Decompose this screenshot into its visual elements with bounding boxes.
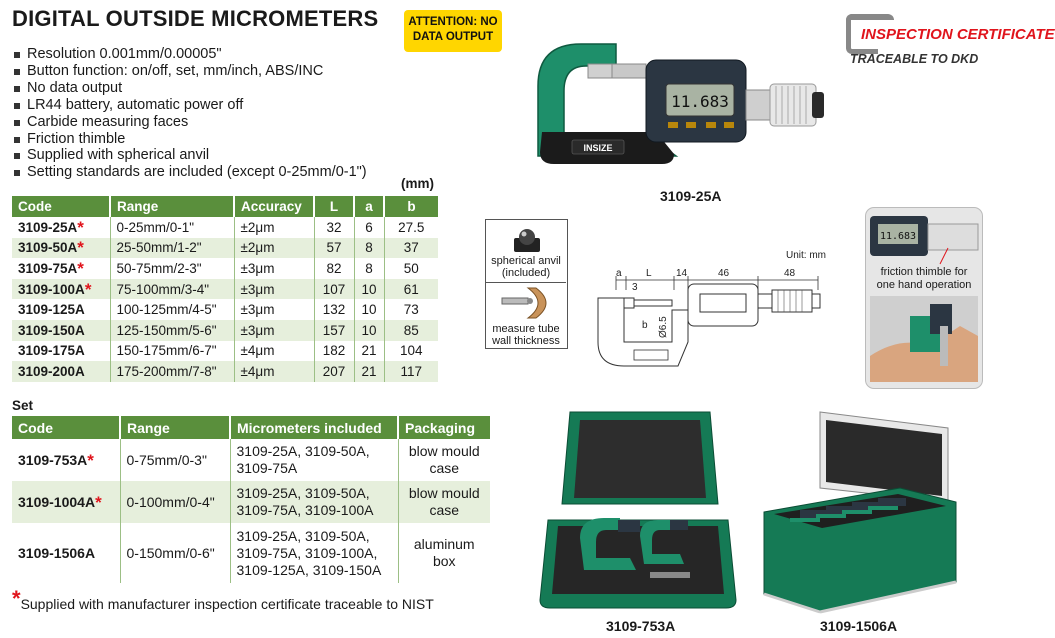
b-cell: 27.5 bbox=[398, 219, 425, 235]
accuracy-cell: ±3μm bbox=[234, 279, 314, 300]
code-cell: 3109-75A* bbox=[12, 258, 110, 279]
range-cell: 175-200mm/7-8" bbox=[110, 361, 234, 382]
code-cell: 3109-175A bbox=[12, 341, 110, 362]
footnote-text: Supplied with manufacturer inspection certificate traceable to NIST bbox=[20, 596, 434, 612]
inspection-certificate-logo bbox=[846, 14, 1055, 70]
micrometer-image bbox=[526, 36, 826, 186]
header-range: Range bbox=[110, 196, 234, 217]
included-cell: 3109-25A, 3109-50A, 3109-75A, 3109-100A, 3109-125A, 3109-150A bbox=[230, 523, 398, 583]
l-cell: 107 bbox=[314, 279, 354, 300]
a-cell: 21 bbox=[354, 361, 384, 382]
thimble-closeup-image bbox=[870, 212, 978, 264]
b-cell: 73 bbox=[403, 302, 419, 318]
set-1506a-image bbox=[760, 406, 956, 614]
b-cell: 85 bbox=[384, 320, 438, 341]
set-753a-caption: 3109-753A bbox=[606, 618, 676, 634]
set-heading: Set bbox=[12, 398, 34, 413]
display-reading: 11.683 bbox=[671, 92, 729, 111]
l-cell: 32 bbox=[314, 217, 354, 238]
small-display-reading: 11.683 bbox=[879, 231, 917, 242]
range-cell: 100-125mm/4-5" bbox=[110, 299, 234, 320]
feature-item: Carbide measuring faces bbox=[14, 114, 367, 131]
b-cell: 37 bbox=[384, 238, 438, 259]
packaging-cell: blow mould case bbox=[398, 481, 490, 523]
table-row bbox=[12, 258, 438, 279]
l-cell: 57 bbox=[314, 238, 354, 259]
certificate-subtitle: TRACEABLE TO DKD bbox=[850, 52, 979, 66]
header-accuracy: Accuracy bbox=[234, 196, 314, 217]
l-cell: 182 bbox=[314, 341, 354, 362]
certificate-title: INSPECTION CERTIFICATE bbox=[861, 26, 1055, 43]
spec-table bbox=[12, 196, 438, 382]
table-row bbox=[12, 299, 438, 320]
dim-14: 14 bbox=[676, 268, 688, 279]
range-cell: 125-150mm/5-6" bbox=[110, 320, 234, 341]
table-row bbox=[12, 341, 438, 362]
brand-text: INSIZE bbox=[583, 143, 613, 153]
thimble-label: friction thimble for one hand operation bbox=[876, 266, 972, 291]
b-cell: 50 bbox=[403, 260, 419, 276]
spherical-anvil-icon bbox=[508, 226, 546, 254]
a-cell: 10 bbox=[354, 299, 384, 320]
table-row bbox=[12, 238, 438, 259]
code-cell: 3109-50A* bbox=[12, 238, 110, 259]
b-cell: 117 bbox=[384, 361, 438, 382]
hand-operation-image bbox=[870, 296, 978, 382]
range-cell: 0-100mm/0-4" bbox=[120, 481, 230, 523]
set-1506a-caption: 3109-1506A bbox=[820, 618, 898, 634]
range-cell: 25-50mm/1-2" bbox=[110, 238, 234, 259]
table-row bbox=[12, 279, 438, 300]
attention-badge bbox=[404, 10, 502, 52]
packaging-cell: blow mould case bbox=[408, 443, 480, 476]
dimension-diagram bbox=[580, 246, 842, 376]
header-b: b bbox=[384, 196, 438, 217]
header-a: a bbox=[354, 196, 384, 217]
dim-3: 3 bbox=[632, 282, 638, 293]
dim-b: b bbox=[642, 320, 648, 331]
table-row bbox=[12, 439, 490, 481]
star-mark: * bbox=[87, 450, 94, 470]
feature-item: Setting standards are included (except 0-25mm/0-1") bbox=[14, 164, 367, 181]
certificate-frame-top bbox=[846, 14, 894, 20]
code-cell: 3109-150A bbox=[12, 320, 110, 341]
accuracy-cell: ±4μm bbox=[234, 361, 314, 382]
feature-item: Supplied with spherical anvil bbox=[14, 147, 367, 164]
range-cell: 75-100mm/3-4" bbox=[110, 279, 234, 300]
b-cell: 104 bbox=[399, 343, 423, 359]
header-range: Range bbox=[120, 416, 230, 439]
anvil-label: spherical anvil (included) bbox=[491, 255, 561, 279]
dim-a: a bbox=[616, 268, 622, 279]
attention-line-1: ATTENTION: NO bbox=[408, 16, 498, 28]
l-cell: 82 bbox=[314, 258, 354, 279]
accuracy-cell: ±2μm bbox=[234, 217, 314, 238]
star-mark: * bbox=[84, 279, 92, 299]
star-mark: * bbox=[12, 586, 21, 611]
footnote bbox=[12, 586, 434, 612]
accuracy-cell: ±3μm bbox=[234, 299, 314, 320]
accuracy-cell: ±3μm bbox=[234, 258, 314, 279]
code-cell: 3109-100A* bbox=[12, 279, 110, 300]
attention-line-2: DATA OUTPUT bbox=[412, 31, 494, 43]
accuracy-cell: ±4μm bbox=[234, 341, 314, 362]
feature-item: Resolution 0.001mm/0.00005" bbox=[14, 46, 367, 63]
code-cell: 3109-1004A* bbox=[12, 481, 120, 523]
table-row bbox=[12, 523, 490, 583]
spec-header-row bbox=[12, 196, 438, 217]
set-753a-image bbox=[540, 408, 736, 614]
range-cell: 0-150mm/0-6" bbox=[120, 523, 230, 583]
included-cell: 3109-25A, 3109-50A, 3109-75A, 3109-100A bbox=[230, 481, 398, 523]
code-cell: 3109-1506A bbox=[12, 523, 120, 583]
feature-list bbox=[14, 46, 367, 181]
feature-item: No data output bbox=[14, 80, 367, 97]
accuracy-cell: ±2μm bbox=[234, 238, 314, 259]
a-cell: 10 bbox=[354, 279, 384, 300]
table-row bbox=[12, 320, 438, 341]
star-mark: * bbox=[95, 492, 102, 512]
a-cell: 6 bbox=[354, 217, 384, 238]
included-cell: 3109-25A, 3109-50A, 3109-75A bbox=[230, 439, 398, 481]
range-cell: 150-175mm/6-7" bbox=[110, 341, 234, 362]
header-code: Code bbox=[12, 196, 110, 217]
code-cell: 3109-753A* bbox=[12, 439, 120, 481]
table-row bbox=[12, 361, 438, 382]
set-table bbox=[12, 416, 490, 583]
header-included: Micrometers included bbox=[230, 416, 398, 439]
range-cell: 50-75mm/2-3" bbox=[110, 258, 234, 279]
star-mark: * bbox=[77, 258, 84, 278]
code-cell: 3109-125A bbox=[12, 299, 110, 320]
friction-thimble-photo bbox=[866, 208, 982, 388]
dim-l: L bbox=[646, 268, 652, 279]
star-mark: * bbox=[77, 238, 84, 258]
feature-item: Friction thimble bbox=[14, 131, 367, 148]
l-cell: 157 bbox=[314, 320, 354, 341]
header-code: Code bbox=[12, 416, 120, 439]
dim-diameter: Ø6.5 bbox=[658, 316, 669, 338]
header-packaging: Packaging bbox=[398, 416, 490, 439]
header-l: L bbox=[314, 196, 354, 217]
page-title: DIGITAL OUTSIDE MICROMETERS bbox=[12, 6, 379, 31]
l-cell: 132 bbox=[314, 299, 354, 320]
range-cell: 0-25mm/0-1" bbox=[110, 217, 234, 238]
unit-label: (mm) bbox=[401, 176, 434, 191]
tube-measure-icon bbox=[498, 286, 556, 320]
dim-46: 46 bbox=[718, 268, 730, 279]
code-cell: 3109-25A* bbox=[12, 217, 110, 238]
code-cell: 3109-200A bbox=[12, 361, 110, 382]
dim-48: 48 bbox=[784, 268, 796, 279]
feature-item: Button function: on/off, set, mm/inch, ABS/INC bbox=[14, 63, 367, 80]
range-cell: 0-75mm/0-3" bbox=[120, 439, 230, 481]
set-header-row bbox=[12, 416, 490, 439]
anvil-inset bbox=[485, 219, 568, 349]
a-cell: 10 bbox=[354, 320, 384, 341]
l-cell: 207 bbox=[314, 361, 354, 382]
tube-label: measure tube wall thickness bbox=[492, 323, 560, 347]
a-cell: 8 bbox=[354, 238, 384, 259]
accuracy-cell: ±3μm bbox=[234, 320, 314, 341]
feature-item: LR44 battery, automatic power off bbox=[14, 97, 367, 114]
b-cell: 61 bbox=[384, 279, 438, 300]
a-cell: 21 bbox=[354, 341, 384, 362]
main-product-caption: 3109-25A bbox=[660, 188, 722, 204]
unit-text: Unit: mm bbox=[786, 250, 826, 261]
packaging-cell: aluminum box bbox=[413, 536, 475, 569]
table-row bbox=[12, 217, 438, 238]
star-mark: * bbox=[77, 217, 84, 237]
a-cell: 8 bbox=[354, 258, 384, 279]
table-row bbox=[12, 481, 490, 523]
